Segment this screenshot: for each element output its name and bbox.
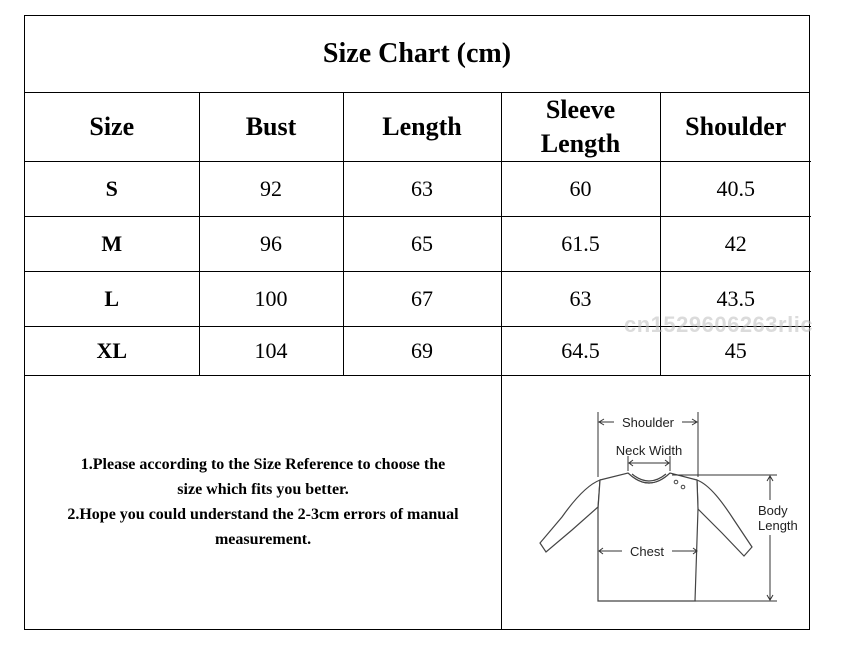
body-length-label-2: Length [758, 518, 798, 533]
table-row [25, 162, 811, 217]
header-bust: Bust [199, 93, 343, 162]
header-length: Length [343, 93, 501, 162]
size-cell: S [25, 162, 199, 217]
chart-title: Size Chart (cm) [25, 16, 809, 93]
chest-label: Chest [630, 544, 664, 559]
sleeve-cell: 61.5 [501, 217, 660, 272]
shoulder-label: Shoulder [621, 415, 675, 430]
sleeve-cell: 64.5 [501, 327, 660, 376]
header-row [25, 93, 811, 162]
neck-width-label: Neck Width [615, 443, 683, 458]
header-sleeve-length [501, 93, 660, 162]
header-shoulder: Shoulder [660, 93, 811, 162]
header-size: Size [25, 93, 199, 162]
sleeve-cell: 60 [501, 162, 660, 217]
shoulder-cell: 40.5 [660, 162, 811, 217]
sleeve-cell: 63 [501, 272, 660, 327]
length-cell: 67 [343, 272, 501, 327]
size-cell: L [25, 272, 199, 327]
length-cell: 63 [343, 162, 501, 217]
watermark: cn1529606263rlic [624, 312, 814, 337]
shoulder-cell: 45 [660, 327, 811, 376]
note-line: measurement. [214, 531, 312, 548]
table-row [25, 217, 811, 272]
sweater-icon [502, 375, 811, 629]
note-line: size which fits you better. [177, 481, 349, 498]
note-line: 2.Hope you could understand the 2-3cm errors of manual [67, 506, 459, 523]
bust-cell: 92 [199, 162, 343, 217]
size-cell: M [25, 217, 199, 272]
shoulder-cell: 43.5 [660, 272, 811, 327]
bust-cell: 100 [199, 272, 343, 327]
bust-cell: 96 [199, 217, 343, 272]
header-sleeve-line1: Sleeve [545, 95, 616, 124]
length-cell: 65 [343, 217, 501, 272]
header-sleeve-line2: Length [540, 129, 621, 158]
size-notes [25, 375, 502, 629]
size-cell: XL [25, 327, 199, 376]
body-length-label-1: Body [758, 503, 788, 518]
measurement-diagram [502, 375, 811, 629]
length-cell: 69 [343, 327, 501, 376]
bottom-section [25, 375, 809, 629]
bust-cell: 104 [199, 327, 343, 376]
shoulder-cell: 42 [660, 217, 811, 272]
note-line: 1.Please according to the Size Reference to choose the [80, 456, 446, 473]
